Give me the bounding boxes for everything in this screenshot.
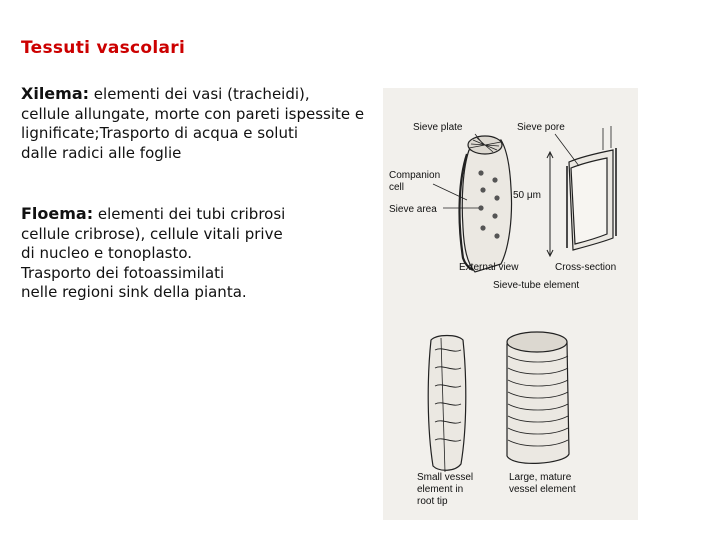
slide-title: Tessuti vascolari	[21, 38, 186, 58]
label-small-vessel-3: root tip	[417, 496, 448, 507]
scale-bar	[547, 152, 553, 256]
phloem-line-1: elementi dei tubi cribrosi	[93, 205, 286, 223]
label-small-vessel-2: element in	[417, 484, 464, 495]
xylem-line-4: dalle radici alle foglie	[21, 143, 182, 162]
phloem-line-4: Trasporto dei fotoassimilati	[21, 263, 225, 282]
label-sieve-plate: Sieve plate	[413, 122, 463, 133]
sieve-tube-external-view	[460, 136, 512, 272]
label-small-vessel-1: Small vessel	[417, 472, 474, 483]
xylem-paragraph	[21, 84, 364, 163]
label-sieve-tube-element: Sieve-tube element	[493, 280, 580, 291]
sieve-tube-cross-section	[567, 126, 616, 250]
label-sieve-area: Sieve area	[389, 204, 437, 215]
xylem-term: Xilema:	[21, 84, 90, 103]
label-large-vessel-2: vessel element	[509, 484, 576, 495]
phloem-line-2: cellule cribrose), cellule vitali prive	[21, 224, 283, 243]
xylem-line-3: lignificate;Trasporto di acqua e soluti	[21, 124, 299, 142]
phloem-line-5: nelle regioni sink della pianta.	[21, 283, 247, 301]
label-large-vessel-1: Large, mature	[509, 472, 572, 483]
phloem-line-3: di nucleo e tonoplasto.	[21, 244, 193, 262]
xylem-line-1: elementi dei vasi (tracheidi),	[89, 85, 310, 103]
vascular-tissue-figure	[383, 88, 638, 520]
xylem-line-2: cellule allungate, morte con pareti ispessite e	[21, 104, 365, 123]
small-vessel-element	[428, 336, 466, 473]
phloem-paragraph	[21, 204, 285, 303]
vascular-tissue-illustration	[383, 88, 638, 520]
phloem-term: Floema:	[21, 204, 94, 223]
label-scale: 50 μm	[513, 190, 541, 201]
label-sieve-pore: Sieve pore	[517, 122, 565, 133]
label-external-view: External view	[459, 262, 519, 273]
label-companion-cell-2: cell	[389, 182, 405, 193]
label-cross-section: Cross-section	[555, 262, 617, 273]
large-vessel-element	[507, 332, 569, 463]
label-companion-cell-1: Companion	[389, 170, 441, 181]
